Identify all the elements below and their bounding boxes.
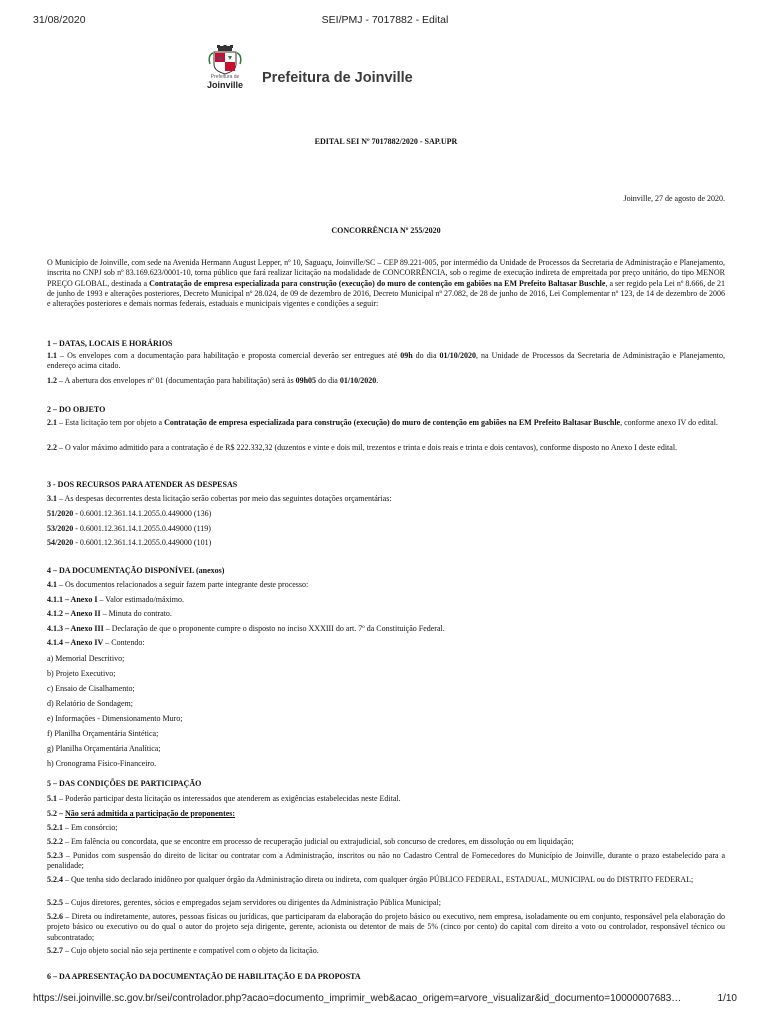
item-5-2: 5.2 – Não será admitida a participação de proponentes: — [47, 809, 236, 818]
crest-big-text: Joinville — [206, 80, 243, 90]
item-1-2: 1.2 – A abertura dos envelopes nº 01 (documentação para habilitação) será às 09h05 do dia 01/10/2020. — [47, 376, 379, 385]
item-4-1: 4.1 – Os documentos relacionados a seguir fazem parte integrante deste processo: — [47, 580, 309, 589]
item-5-2-5: 5.2.5 – Cujos diretores, gerentes, sócios e empregados sejam servidores ou dirigentes da Administração Pública Municipal; — [47, 898, 441, 907]
print-url: https://sei.joinville.sc.gov.br/sei/controlador.php?acao=documento_imprimir_web&acao_origem=arvore_visualizar&id_documento=10000007683… — [33, 993, 682, 1004]
item-2-1: 2.1 – Esta licitação tem por objeto a Contratação de empresa especializada para construção (execução) do muro de contenção em gabiões na EM Prefeito Baltasar Buschle, conforme anexo IV do edital. — [47, 418, 718, 427]
page-number: 1/10 — [717, 993, 737, 1004]
crest-label — [203, 74, 247, 90]
anexo-4-item: b) Projeto Executivo; — [47, 669, 116, 678]
prefeitura-logo — [200, 44, 500, 94]
item-2-2: 2.2 – O valor máximo admitido para a contratação é de R$ 222.332,32 (duzentos e vinte e dois mil, trezentos e trinta e dois reais e trinta e dois centavos), conforme disposto no Anexo I deste edital. — [47, 443, 678, 452]
item-1-1: 1.1 – Os envelopes com a documentação para habilitação e proposta comercial deverão ser entregues até 09h do dia 01/10/2020, na Unidade de Processos da Secretaria de Administração e Planejamento, endereço acima citado. — [47, 351, 725, 371]
crest-small-text: Prefeitura de — [210, 74, 240, 80]
intro-paragraph: O Município de Joinville, com sede na Avenida Hermann August Lepper, nº 10, Saguaçu, Joinville/SC – CEP 89.221-005, por intermédio da Unidade de Processos da Secretaria de Administração e Planejamento, inscrita no CNPJ sob nº 83.169.623/0001-10, torna público que fará realizar licitação na modalidade de CONCORRÊNCIA, sob o regime de execução indireta de empreitada por preço unitário, do tipo MENOR PREÇO GLOBAL, destinada a Contratação de empresa especializada para construção (execução) do muro de contenção em gabiões na EM Prefeito Baltasar Buschle, a ser regido pela Lei nº 8.666, de 21 de junho de 1993 e alterações posteriores, Decreto Municipal nº 28.024, de 09 de dezembro de 2016, Decreto Municipal nº 27.082, de 28 de junho de 2016, Lei Complementar nº 123, de 14 de dezembro de 2006 e alterações posteriores e demais normas federais, estaduais e municipais vigentes e condições a seguir: — [47, 258, 725, 309]
edital-title: EDITAL SEI Nº 7017882/2020 - SAP.UPR — [314, 137, 458, 146]
dotacao-2: 53/2020 - 0.6001.12.361.14.1.2055.0.449000 (119) — [47, 524, 211, 533]
item-5-2-1: 5.2.1 – Em consórcio; — [47, 823, 118, 832]
item-3-1: 3.1 – As despesas decorrentes desta licitação serão cobertas por meio das seguintes dotações orçamentárias: — [47, 494, 392, 503]
concorrencia-title: CONCORRÊNCIA Nº 255/2020 — [331, 226, 441, 235]
section-2-heading: 2 – DO OBJETO — [47, 405, 106, 414]
anexo-4-item: d) Relatório de Sondagem; — [47, 699, 133, 708]
dotacao-3: 54/2020 - 0.6001.12.361.14.1.2055.0.449000 (101) — [47, 538, 212, 547]
print-title: SEI/PMJ - 7017882 - Edital — [321, 14, 449, 26]
item-5-2-4: 5.2.4 – Que tenha sido declarado inidôneo por qualquer órgão da Administração direta ou indireta, com qualquer órgão PÚBLICO FEDERAL, ESTADUAL, MUNICIPAL ou do DISTRITO FEDERAL; — [47, 875, 694, 884]
anexo-4: 4.1.4 – Anexo IV – Contendo: — [47, 638, 145, 647]
anexo-4-item: e) Informações - Dimensionamento Muro; — [47, 714, 183, 723]
section-1-heading: 1 – DATAS, LOCAIS E HORÁRIOS — [47, 339, 173, 348]
anexo-4-item: c) Ensaio de Cisalhamento; — [47, 684, 135, 693]
section-6-heading: 6 – DA APRESENTAÇÃO DA DOCUMENTAÇÃO DE HABILITAÇÃO E DA PROPOSTA — [47, 972, 361, 981]
section-3-heading: 3 - DOS RECURSOS PARA ATENDER AS DESPESAS — [47, 480, 238, 489]
item-5-2-6: 5.2.6 – Direta ou indiretamente, autores, pessoas físicas ou jurídicas, que participaram da elaboração do projeto básico ou executivo, nem empresa, isoladamente ou em conjunto, responsável pela elaboração do projeto básico ou executivo ou do qual o autor do projeto seja dirigente, gerente, acionista ou detentor de mais de 5% (cinco por cento) do capital com direito a voto ou controlador, responsável técnico ou subcontratado; — [47, 912, 725, 942]
item-5-2-3: 5.2.3 – Punidos com suspensão do direito de licitar ou contratar com a Administração, inscritos ou não no Cadastro Central de Fornecedores do Município de Joinville, durante o prazo estabelecido para a penalidade; — [47, 851, 725, 871]
anexo-3: 4.1.3 – Anexo III – Declaração de que o proponente cumpre o disposto no inciso XXXIII do art. 7º da Constituição Federal. — [47, 624, 445, 633]
section-5-heading: 5 – DAS CONDIÇÕES DE PARTICIPAÇÃO — [47, 779, 202, 788]
item-5-2-7: 5.2.7 – Cujo objeto social não seja pertinente e compatível com o objeto da licitação. — [47, 946, 319, 955]
print-date: 31/08/2020 — [33, 14, 86, 26]
anexo-1: 4.1.1 – Anexo I – Valor estimado/máximo. — [47, 595, 184, 604]
section-4-heading: 4 – DA DOCUMENTAÇÃO DISPONÍVEL (anexos) — [47, 566, 225, 575]
print-footer — [33, 993, 737, 1007]
anexo-4-item: f) Planilha Orçamentária Sintética; — [47, 729, 159, 738]
org-name: Prefeitura de Joinville — [262, 70, 413, 86]
dotacao-1: 51/2020 - 0.6001.12.361.14.1.2055.0.449000 (136) — [47, 509, 212, 518]
anexo-2: 4.1.2 – Anexo II – Minuta do contrato. — [47, 609, 172, 618]
anexo-4-item: a) Memorial Descritivo; — [47, 654, 125, 663]
anexo-4-item: g) Planilha Orçamentária Analítica; — [47, 744, 161, 753]
item-5-1: 5.1 – Poderão participar desta licitação os interessados que atenderem as exigências estabelecidas neste Edital. — [47, 794, 401, 803]
print-header — [33, 14, 737, 28]
item-5-2-2: 5.2.2 – Em falência ou concordata, que se encontre em processo de recuperação judicial ou extrajudicial, sob concurso de credores, em dissolução ou em liquidação; — [47, 837, 574, 846]
place-date: Joinville, 27 de agosto de 2020. — [623, 194, 725, 203]
anexo-4-item: h) Cronograma Físico-Financeiro. — [47, 759, 157, 768]
